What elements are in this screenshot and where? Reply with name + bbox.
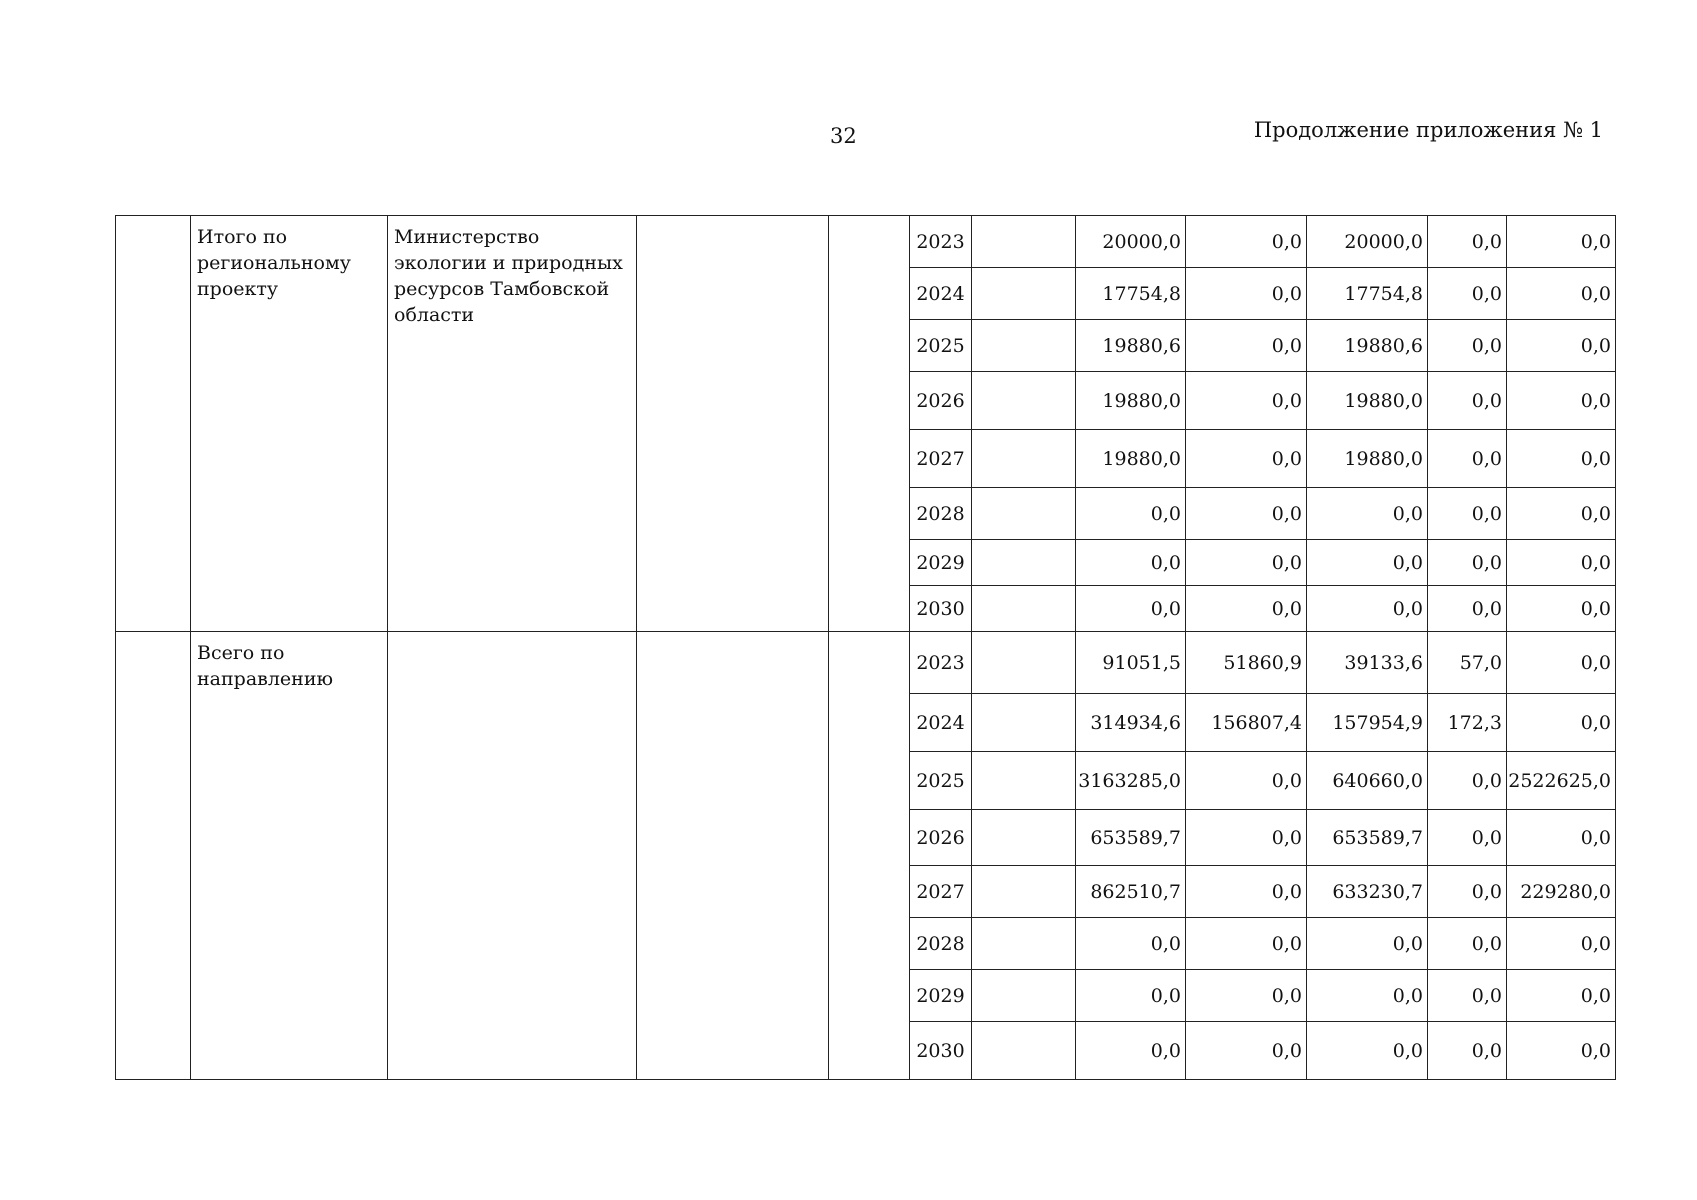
value-cell-fed: 0,0: [1186, 320, 1307, 372]
value-cell-reg: 0,0: [1307, 488, 1428, 540]
value-cell-total: 314934,6: [1076, 694, 1186, 752]
value-cell-mun: 0,0: [1428, 586, 1507, 632]
value-cell-total: 653589,7: [1076, 810, 1186, 866]
empty-cell: [972, 320, 1076, 372]
year-cell: 2030: [910, 1022, 972, 1080]
year-cell: 2029: [910, 540, 972, 586]
value-cell-total: 0,0: [1076, 970, 1186, 1022]
value-cell-other: 0,0: [1507, 632, 1616, 694]
value-cell-mun: 0,0: [1428, 540, 1507, 586]
value-cell-fed: 0,0: [1186, 430, 1307, 488]
value-cell-reg: 653589,7: [1307, 810, 1428, 866]
empty-cell: [972, 268, 1076, 320]
value-cell-fed: 0,0: [1186, 488, 1307, 540]
empty-cell: [972, 632, 1076, 694]
year-cell: 2023: [910, 632, 972, 694]
value-cell-fed: 0,0: [1186, 918, 1307, 970]
section-label: Всего по направлению: [191, 632, 388, 1080]
value-cell-total: 0,0: [1076, 488, 1186, 540]
value-cell-reg: 0,0: [1307, 586, 1428, 632]
value-cell-reg: 19880,0: [1307, 372, 1428, 430]
empty-cell: [829, 632, 910, 1080]
value-cell-fed: 0,0: [1186, 586, 1307, 632]
value-cell-other: 0,0: [1507, 694, 1616, 752]
value-cell-other: 0,0: [1507, 268, 1616, 320]
year-cell: 2028: [910, 918, 972, 970]
value-cell-fed: 0,0: [1186, 268, 1307, 320]
value-cell-other: 0,0: [1507, 430, 1616, 488]
empty-cell: [972, 540, 1076, 586]
year-cell: 2029: [910, 970, 972, 1022]
value-cell-reg: 633230,7: [1307, 866, 1428, 918]
value-cell-mun: 0,0: [1428, 216, 1507, 268]
responsible-executor: [388, 632, 637, 1080]
value-cell-reg: 640660,0: [1307, 752, 1428, 810]
empty-cell: [972, 216, 1076, 268]
value-cell-other: 0,0: [1507, 488, 1616, 540]
value-cell-total: 3163285,0: [1076, 752, 1186, 810]
value-cell-other: 229280,0: [1507, 866, 1616, 918]
number-cell: [116, 216, 191, 632]
value-cell-mun: 57,0: [1428, 632, 1507, 694]
number-cell: [116, 632, 191, 1080]
value-cell-total: 91051,5: [1076, 632, 1186, 694]
value-cell-total: 19880,6: [1076, 320, 1186, 372]
value-cell-fed: 0,0: [1186, 810, 1307, 866]
value-cell-mun: 0,0: [1428, 268, 1507, 320]
year-cell: 2028: [910, 488, 972, 540]
value-cell-fed: 0,0: [1186, 866, 1307, 918]
value-cell-mun: 0,0: [1428, 430, 1507, 488]
value-cell-other: 0,0: [1507, 372, 1616, 430]
table-row: [116, 216, 1616, 268]
value-cell-mun: 0,0: [1428, 866, 1507, 918]
empty-cell: [972, 488, 1076, 540]
year-cell: 2027: [910, 430, 972, 488]
empty-cell: [829, 216, 910, 632]
value-cell-other: 0,0: [1507, 810, 1616, 866]
value-cell-fed: 156807,4: [1186, 694, 1307, 752]
value-cell-total: 0,0: [1076, 586, 1186, 632]
value-cell-other: 0,0: [1507, 320, 1616, 372]
value-cell-fed: 0,0: [1186, 752, 1307, 810]
value-cell-other: 0,0: [1507, 1022, 1616, 1080]
empty-cell: [972, 1022, 1076, 1080]
value-cell-mun: 0,0: [1428, 488, 1507, 540]
value-cell-mun: 0,0: [1428, 1022, 1507, 1080]
table-row: [116, 632, 1616, 694]
empty-cell: [637, 216, 829, 632]
value-cell-other: 0,0: [1507, 586, 1616, 632]
value-cell-mun: 0,0: [1428, 320, 1507, 372]
value-cell-fed: 51860,9: [1186, 632, 1307, 694]
table-body: [116, 216, 1616, 1080]
year-cell: 2025: [910, 320, 972, 372]
value-cell-other: 0,0: [1507, 918, 1616, 970]
value-cell-total: 862510,7: [1076, 866, 1186, 918]
value-cell-total: 20000,0: [1076, 216, 1186, 268]
value-cell-reg: 157954,9: [1307, 694, 1428, 752]
year-cell: 2026: [910, 372, 972, 430]
empty-cell: [972, 970, 1076, 1022]
value-cell-reg: 17754,8: [1307, 268, 1428, 320]
empty-cell: [972, 430, 1076, 488]
value-cell-reg: 0,0: [1307, 918, 1428, 970]
value-cell-fed: 0,0: [1186, 540, 1307, 586]
value-cell-mun: 0,0: [1428, 918, 1507, 970]
value-cell-other: 2522625,0: [1507, 752, 1616, 810]
value-cell-fed: 0,0: [1186, 372, 1307, 430]
empty-cell: [637, 632, 829, 1080]
value-cell-other: 0,0: [1507, 216, 1616, 268]
value-cell-mun: 0,0: [1428, 752, 1507, 810]
page-number: 32: [830, 124, 857, 148]
value-cell-total: 19880,0: [1076, 430, 1186, 488]
value-cell-reg: 0,0: [1307, 540, 1428, 586]
appendix-caption: Продолжение приложения № 1: [1253, 118, 1603, 142]
value-cell-reg: 0,0: [1307, 1022, 1428, 1080]
empty-cell: [972, 810, 1076, 866]
empty-cell: [972, 866, 1076, 918]
empty-cell: [972, 752, 1076, 810]
value-cell-total: 0,0: [1076, 540, 1186, 586]
year-cell: 2024: [910, 694, 972, 752]
year-cell: 2027: [910, 866, 972, 918]
year-cell: 2023: [910, 216, 972, 268]
responsible-executor: Министерство экологии и природных ресурсов Тамбовской области: [388, 216, 637, 632]
budget-table: [115, 215, 1616, 1080]
value-cell-reg: 20000,0: [1307, 216, 1428, 268]
value-cell-reg: 19880,6: [1307, 320, 1428, 372]
year-cell: 2030: [910, 586, 972, 632]
value-cell-reg: 19880,0: [1307, 430, 1428, 488]
year-cell: 2024: [910, 268, 972, 320]
value-cell-total: 0,0: [1076, 1022, 1186, 1080]
value-cell-fed: 0,0: [1186, 970, 1307, 1022]
value-cell-reg: 39133,6: [1307, 632, 1428, 694]
empty-cell: [972, 694, 1076, 752]
value-cell-fed: 0,0: [1186, 1022, 1307, 1080]
value-cell-mun: 0,0: [1428, 970, 1507, 1022]
value-cell-total: 17754,8: [1076, 268, 1186, 320]
value-cell-other: 0,0: [1507, 970, 1616, 1022]
value-cell-fed: 0,0: [1186, 216, 1307, 268]
empty-cell: [972, 918, 1076, 970]
year-cell: 2025: [910, 752, 972, 810]
value-cell-other: 0,0: [1507, 540, 1616, 586]
value-cell-mun: 172,3: [1428, 694, 1507, 752]
year-cell: 2026: [910, 810, 972, 866]
value-cell-total: 19880,0: [1076, 372, 1186, 430]
section-label: Итого по региональному проекту: [191, 216, 388, 632]
value-cell-total: 0,0: [1076, 918, 1186, 970]
empty-cell: [972, 586, 1076, 632]
value-cell-reg: 0,0: [1307, 970, 1428, 1022]
empty-cell: [972, 372, 1076, 430]
value-cell-mun: 0,0: [1428, 372, 1507, 430]
value-cell-mun: 0,0: [1428, 810, 1507, 866]
